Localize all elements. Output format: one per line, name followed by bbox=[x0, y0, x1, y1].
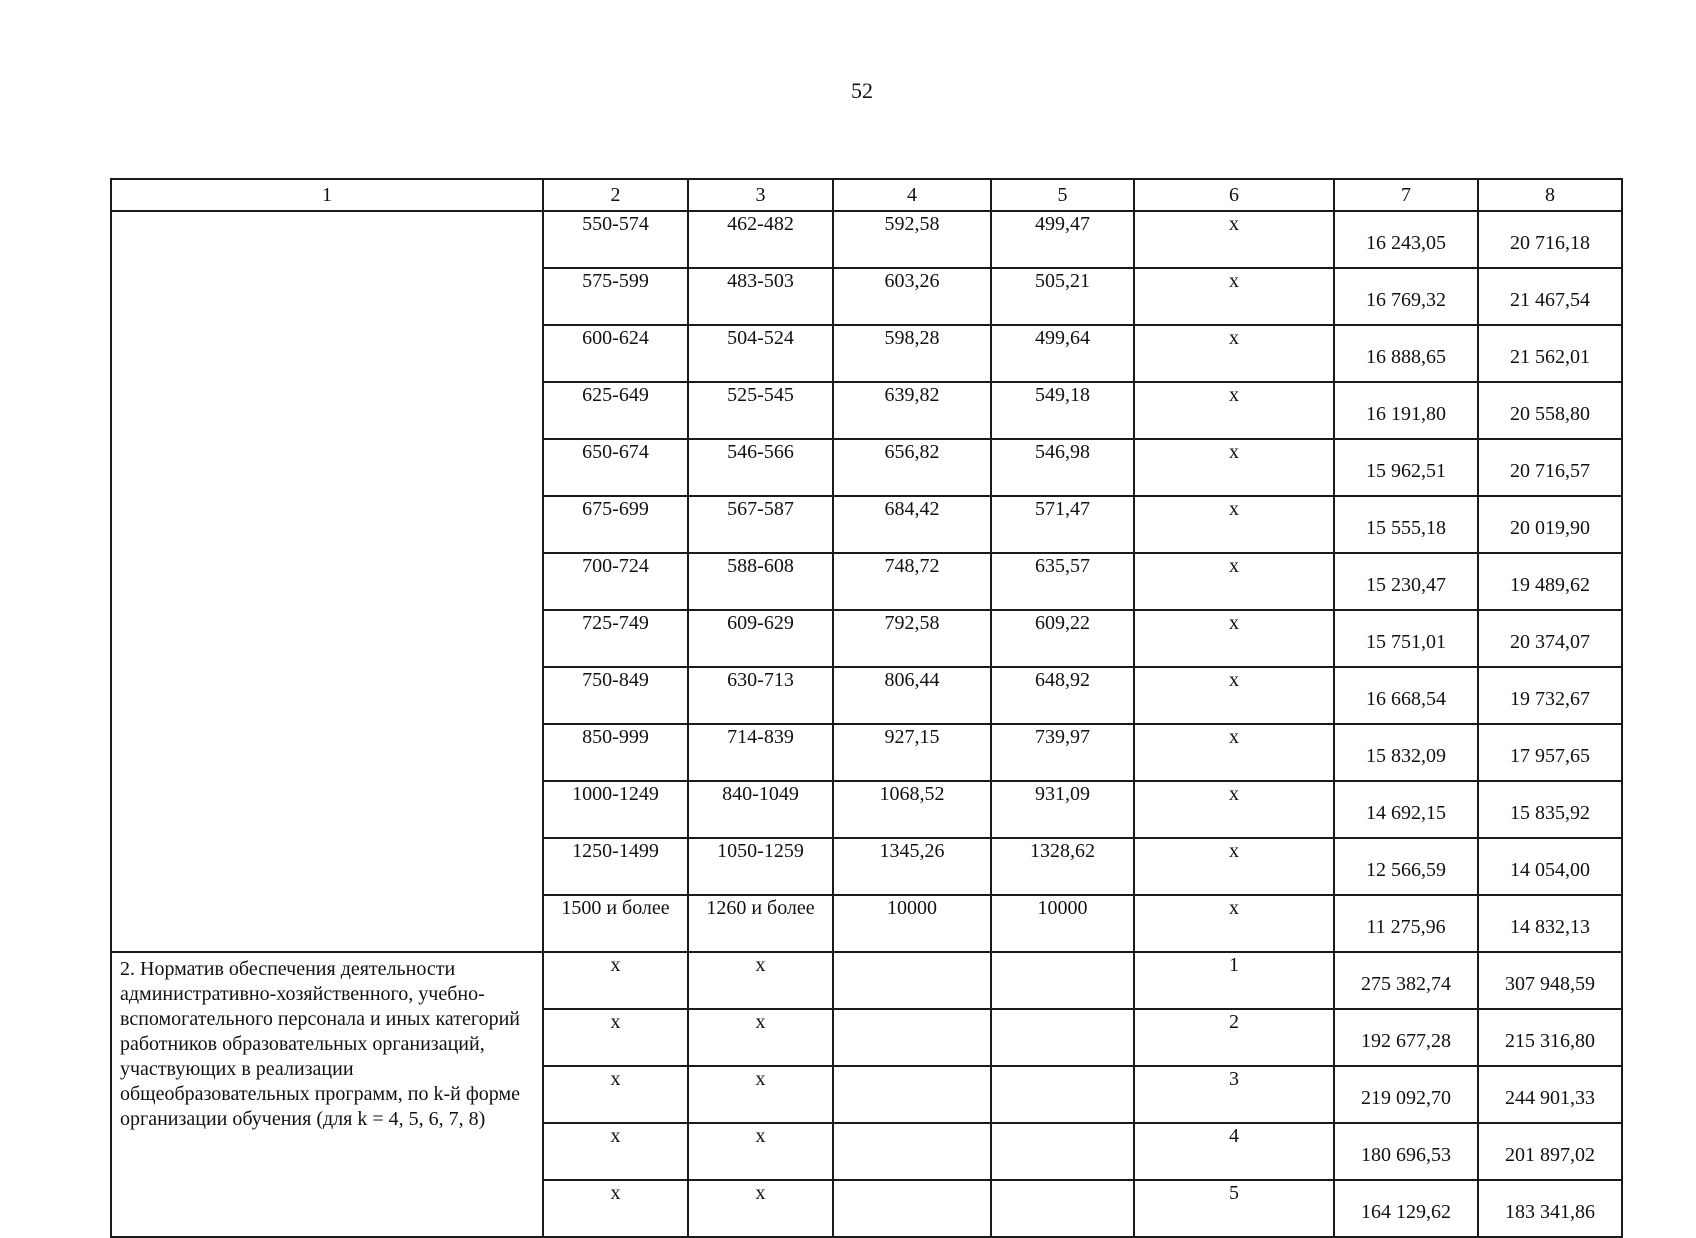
table-cell-col-3: x bbox=[688, 1009, 833, 1066]
table-cell-col-5: 546,98 bbox=[991, 439, 1134, 496]
column-header-8: 8 bbox=[1478, 179, 1622, 211]
table-cell-col-3: 840-1049 bbox=[688, 781, 833, 838]
table-cell-col-6: x bbox=[1134, 382, 1334, 439]
table-cell-col-6: x bbox=[1134, 268, 1334, 325]
table-cell-col-7: 15 962,51 bbox=[1334, 439, 1478, 496]
table-cell-col-3: x bbox=[688, 1066, 833, 1123]
table-cell-col-7: 180 696,53 bbox=[1334, 1123, 1478, 1180]
norms-table bbox=[110, 178, 1623, 1238]
table-cell-col-6: x bbox=[1134, 724, 1334, 781]
column-header-2: 2 bbox=[543, 179, 688, 211]
table-cell-col-2: 850-999 bbox=[543, 724, 688, 781]
table-cell-col-6: x bbox=[1134, 895, 1334, 952]
table-cell-col-8: 307 948,59 bbox=[1478, 952, 1622, 1009]
table-cell-col-5: 635,57 bbox=[991, 553, 1134, 610]
table-cell-col-7: 15 751,01 bbox=[1334, 610, 1478, 667]
table-cell-col-4: 684,42 bbox=[833, 496, 991, 553]
table-cell-col-6: x bbox=[1134, 211, 1334, 268]
table-cell-col-2: 600-624 bbox=[543, 325, 688, 382]
table-cell-col-7: 15 832,09 bbox=[1334, 724, 1478, 781]
table-cell-col-6: x bbox=[1134, 667, 1334, 724]
table-cell-col-3: x bbox=[688, 952, 833, 1009]
table-cell-col-4: 10000 bbox=[833, 895, 991, 952]
table-cell-col-8: 20 558,80 bbox=[1478, 382, 1622, 439]
page-number: 52 bbox=[851, 78, 873, 103]
table-cell-col-7: 16 191,80 bbox=[1334, 382, 1478, 439]
column-header-5: 5 bbox=[991, 179, 1134, 211]
table-cell-col-5: 739,97 bbox=[991, 724, 1134, 781]
table-cell-col-4: 748,72 bbox=[833, 553, 991, 610]
table-cell-col-5 bbox=[991, 1180, 1134, 1237]
table-cell-col-4: 656,82 bbox=[833, 439, 991, 496]
table-cell-col-6: x bbox=[1134, 325, 1334, 382]
table-cell-col-2: x bbox=[543, 1123, 688, 1180]
section1-label-cell bbox=[111, 211, 543, 952]
table-cell-col-2: x bbox=[543, 1066, 688, 1123]
table-cell-col-8: 21 467,54 bbox=[1478, 268, 1622, 325]
table-cell-col-2: 1000-1249 bbox=[543, 781, 688, 838]
table-cell-col-5: 931,09 bbox=[991, 781, 1134, 838]
table-cell-col-8: 20 019,90 bbox=[1478, 496, 1622, 553]
table-cell-col-5: 549,18 bbox=[991, 382, 1134, 439]
table-cell-col-2: x bbox=[543, 1180, 688, 1237]
table-cell-col-7: 11 275,96 bbox=[1334, 895, 1478, 952]
table-cell-col-3: 483-503 bbox=[688, 268, 833, 325]
table-cell-col-2: 700-724 bbox=[543, 553, 688, 610]
table-cell-col-3: 588-608 bbox=[688, 553, 833, 610]
column-header-7: 7 bbox=[1334, 179, 1478, 211]
table-cell-col-6: 1 bbox=[1134, 952, 1334, 1009]
table-cell-col-4: 603,26 bbox=[833, 268, 991, 325]
table-cell-col-2: 575-599 bbox=[543, 268, 688, 325]
table-cell-col-7: 16 243,05 bbox=[1334, 211, 1478, 268]
table-cell-col-4 bbox=[833, 1180, 991, 1237]
table-cell-col-4 bbox=[833, 952, 991, 1009]
table-row bbox=[111, 211, 1622, 268]
table-cell-col-4: 792,58 bbox=[833, 610, 991, 667]
table-cell-col-8: 15 835,92 bbox=[1478, 781, 1622, 838]
table-cell-col-8: 215 316,80 bbox=[1478, 1009, 1622, 1066]
table-cell-col-7: 14 692,15 bbox=[1334, 781, 1478, 838]
table-cell-col-5 bbox=[991, 1066, 1134, 1123]
table-body bbox=[111, 179, 1622, 1237]
table-cell-col-8: 244 901,33 bbox=[1478, 1066, 1622, 1123]
table-cell-col-5 bbox=[991, 1123, 1134, 1180]
table-cell-col-4: 806,44 bbox=[833, 667, 991, 724]
table-cell-col-3: x bbox=[688, 1180, 833, 1237]
table-cell-col-2: 750-849 bbox=[543, 667, 688, 724]
table-cell-col-8: 17 957,65 bbox=[1478, 724, 1622, 781]
table-cell-col-6: 4 bbox=[1134, 1123, 1334, 1180]
table-cell-col-8: 14 832,13 bbox=[1478, 895, 1622, 952]
table-cell-col-7: 15 555,18 bbox=[1334, 496, 1478, 553]
table-cell-col-5: 505,21 bbox=[991, 268, 1134, 325]
table-cell-col-3: 1050-1259 bbox=[688, 838, 833, 895]
table-cell-col-6: x bbox=[1134, 610, 1334, 667]
table-cell-col-5 bbox=[991, 1009, 1134, 1066]
table-cell-col-3: 609-629 bbox=[688, 610, 833, 667]
table-cell-col-4: 639,82 bbox=[833, 382, 991, 439]
table-cell-col-5: 499,64 bbox=[991, 325, 1134, 382]
table-cell-col-3: 567-587 bbox=[688, 496, 833, 553]
table-cell-col-2: 650-674 bbox=[543, 439, 688, 496]
table-cell-col-7: 12 566,59 bbox=[1334, 838, 1478, 895]
table-cell-col-7: 164 129,62 bbox=[1334, 1180, 1478, 1237]
table-cell-col-6: 5 bbox=[1134, 1180, 1334, 1237]
table-cell-col-2: 625-649 bbox=[543, 382, 688, 439]
table-cell-col-8: 20 716,57 bbox=[1478, 439, 1622, 496]
table-cell-col-6: 2 bbox=[1134, 1009, 1334, 1066]
table-cell-col-7: 219 092,70 bbox=[1334, 1066, 1478, 1123]
table-cell-col-5: 571,47 bbox=[991, 496, 1134, 553]
table-cell-col-4: 927,15 bbox=[833, 724, 991, 781]
table-cell-col-4: 1068,52 bbox=[833, 781, 991, 838]
table-row bbox=[111, 952, 1622, 1009]
table-cell-col-2: x bbox=[543, 952, 688, 1009]
table-cell-col-2: 1500 и более bbox=[543, 895, 688, 952]
table-cell-col-3: 546-566 bbox=[688, 439, 833, 496]
table-cell-col-6: x bbox=[1134, 496, 1334, 553]
table-cell-col-6: x bbox=[1134, 553, 1334, 610]
table-cell-col-5: 10000 bbox=[991, 895, 1134, 952]
table-cell-col-4: 598,28 bbox=[833, 325, 991, 382]
table-cell-col-7: 16 769,32 bbox=[1334, 268, 1478, 325]
table-cell-col-4: 592,58 bbox=[833, 211, 991, 268]
table-cell-col-4 bbox=[833, 1009, 991, 1066]
table-cell-col-5: 609,22 bbox=[991, 610, 1134, 667]
table-cell-col-7: 16 888,65 bbox=[1334, 325, 1478, 382]
table-cell-col-7: 16 668,54 bbox=[1334, 667, 1478, 724]
table-cell-col-2: 725-749 bbox=[543, 610, 688, 667]
table-cell-col-8: 20 374,07 bbox=[1478, 610, 1622, 667]
column-header-4: 4 bbox=[833, 179, 991, 211]
table-cell-col-8: 19 732,67 bbox=[1478, 667, 1622, 724]
table-cell-col-4 bbox=[833, 1123, 991, 1180]
table-cell-col-2: 1250-1499 bbox=[543, 838, 688, 895]
table-cell-col-2: 550-574 bbox=[543, 211, 688, 268]
table-cell-col-3: 462-482 bbox=[688, 211, 833, 268]
table-cell-col-5: 648,92 bbox=[991, 667, 1134, 724]
table-cell-col-3: 504-524 bbox=[688, 325, 833, 382]
table-cell-col-8: 20 716,18 bbox=[1478, 211, 1622, 268]
table-cell-col-3: x bbox=[688, 1123, 833, 1180]
table-cell-col-6: x bbox=[1134, 439, 1334, 496]
table-cell-col-8: 201 897,02 bbox=[1478, 1123, 1622, 1180]
table-cell-col-7: 15 230,47 bbox=[1334, 553, 1478, 610]
table-cell-col-8: 19 489,62 bbox=[1478, 553, 1622, 610]
table-cell-col-8: 183 341,86 bbox=[1478, 1180, 1622, 1237]
table-cell-col-8: 21 562,01 bbox=[1478, 325, 1622, 382]
table-cell-col-6: x bbox=[1134, 781, 1334, 838]
table-cell-col-2: x bbox=[543, 1009, 688, 1066]
table-cell-col-5: 499,47 bbox=[991, 211, 1134, 268]
section2-label: 2. Норматив обеспечения деятельности административно-хозяйственного, учебно-вспомогательного персонала и иных категорий работников образовательных организаций, участвующих в реализации общеобразовательных программ, по k-й форме организации обучения (для k = 4, 5, 6, 7, 8) bbox=[111, 952, 543, 1237]
column-header-1: 1 bbox=[111, 179, 543, 211]
table-cell-col-5 bbox=[991, 952, 1134, 1009]
table-cell-col-4 bbox=[833, 1066, 991, 1123]
table-cell-col-6: x bbox=[1134, 838, 1334, 895]
table-cell-col-7: 192 677,28 bbox=[1334, 1009, 1478, 1066]
table-cell-col-2: 675-699 bbox=[543, 496, 688, 553]
table-cell-col-6: 3 bbox=[1134, 1066, 1334, 1123]
table-header-row bbox=[111, 179, 1622, 211]
table-cell-col-8: 14 054,00 bbox=[1478, 838, 1622, 895]
table-cell-col-3: 630-713 bbox=[688, 667, 833, 724]
column-header-6: 6 bbox=[1134, 179, 1334, 211]
table-cell-col-3: 1260 и более bbox=[688, 895, 833, 952]
table-cell-col-4: 1345,26 bbox=[833, 838, 991, 895]
table-cell-col-7: 275 382,74 bbox=[1334, 952, 1478, 1009]
table-cell-col-5: 1328,62 bbox=[991, 838, 1134, 895]
column-header-3: 3 bbox=[688, 179, 833, 211]
table-cell-col-3: 525-545 bbox=[688, 382, 833, 439]
table-cell-col-3: 714-839 bbox=[688, 724, 833, 781]
